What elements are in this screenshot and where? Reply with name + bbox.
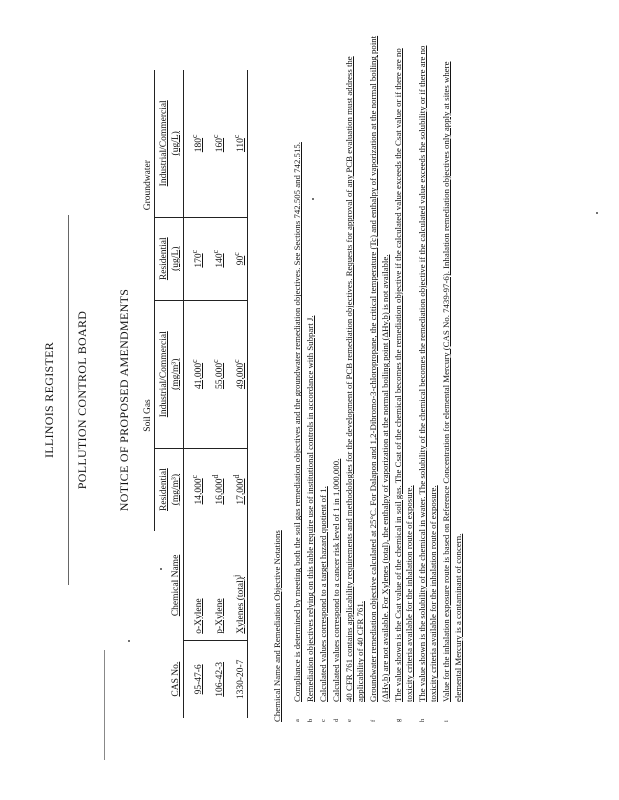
notation-item: a Compliance is determined by meeting both the soil gas remediation objectives and the groundwater remediation objectives. See Sections 742.505 and 742.515. — [292, 142, 303, 722]
gw-res-header: Residential (ug/L) — [155, 217, 184, 300]
chemical-cell: Xylenes (total)$^j$ — [226, 531, 248, 641]
notation-item: g The value shown is the Csat value of the chemical in soil gas. The Csat of the chemical becomes the remediation objective if the calculated value exceeds the Csat value or if there are no toxicity criteria available for the inhalation route of exposure. — [392, 48, 415, 722]
soil-gas-group-header: Soil Gas — [142, 300, 155, 530]
notation-item: h The value shown is the solubility of the chemical in water. The solubility of the chemical becomes the remediation objective if the calculated value exceeds the solubility or if there are no toxicity criteria available for the inhalation route of exposure. — [416, 45, 439, 722]
cas-cell: 1330-20-7 — [226, 640, 248, 718]
notation-item: e 40 CFR 761 contains applicability requirements and methodologies for the development of PCB remediation objectives. Requests for approval of any PCB evaluation must address the applicability of 40 CFR 761. — [344, 56, 366, 722]
gw-res-cell: 140$^c$ — [205, 217, 226, 300]
notation-item: f Groundwater remediation objective calculated at 25°C. For Dalapon and 1,2-Dibromo-3-chloropropane, the critical temperature (Tc) and enthalpy of vaporization at the normal boiling point (ΔHv,b) are not available. For Xylenes (total), the enthalpy of vaporization at the normal boiling point (ΔHv,b) is not available. — [368, 35, 390, 722]
notation-item: i Value for the inhalation exposure route is based on Reference Concentration for elemental Mercury (CAS No. 7439-97-6). Inhalation remediation objectives only apply at sites where elemental Mercury is a contaminant of concern. — [441, 61, 463, 722]
header-rule — [68, 215, 69, 585]
scan-speck — [312, 198, 314, 200]
cas-cell: 106-42-3 — [215, 661, 225, 697]
gw-ind-cell: 160$^c$ — [210, 134, 225, 153]
soil-ind-cell: 49,000$^c$ — [226, 300, 248, 448]
notations-section — [272, 27, 466, 722]
register-title: ILLINOIS REGISTER — [42, 341, 56, 459]
notice-title: NOTICE OF PROPOSED AMENDMENTS — [117, 288, 131, 512]
table-row — [205, 70, 226, 718]
table-row — [226, 70, 248, 718]
gw-res-cell: 90$^c$ — [226, 217, 248, 300]
soil-ind-cell: 55,000$^c$ — [205, 300, 226, 448]
chemical-cell: p-Xylene — [205, 531, 226, 641]
soil-res-cell: 17,000$^d$ — [226, 448, 248, 530]
notation-item: b Remediation objectives relying on this table require use of institutional controls in accordance with Subpart J. — [305, 315, 316, 722]
gw-ind-cell: 110$^c$ — [226, 70, 248, 217]
chemical-name-header: Chemical Name — [155, 531, 184, 641]
notation-item: c Calculated values correspond to a target hazard quotient of 1. — [318, 486, 329, 722]
soil-ind-cell: 41,000$^c$ — [184, 300, 206, 448]
board-title: POLLUTION CONTROL BOARD — [75, 310, 89, 490]
notation-item: d Calculated values correspond to a cancer risk level of 1 in 1,000,000. — [331, 458, 342, 722]
scan-speck — [128, 640, 130, 642]
soil-ind-header: Industrial/Commercial (mg/m³) — [155, 300, 184, 448]
scan-speck — [596, 212, 598, 214]
margin-rule — [104, 650, 105, 760]
gw-ind-header: Industrial/Commercial (ug/L) — [155, 70, 184, 217]
scan-speck — [160, 568, 162, 570]
gw-res-cell: 170$^c$ — [184, 217, 206, 300]
cas-header: CAS No. — [155, 640, 184, 718]
groundwater-group-header: Groundwater — [142, 70, 155, 300]
remediation-table — [142, 70, 248, 718]
soil-res-cell: 16,000$^d$ — [205, 448, 226, 530]
gw-ind-cell: 180$^c$ — [189, 134, 204, 153]
soil-res-cell: 14,000$^c$ — [184, 448, 206, 530]
chemical-cell: o-Xylene — [184, 531, 206, 641]
soil-res-header: Residential (mg/m³) — [155, 448, 184, 530]
cas-cell: 95-47-6 — [194, 664, 204, 695]
notations-heading: Chemical Name and Remediation Objective Notations — [272, 530, 282, 722]
table-row — [184, 70, 206, 718]
